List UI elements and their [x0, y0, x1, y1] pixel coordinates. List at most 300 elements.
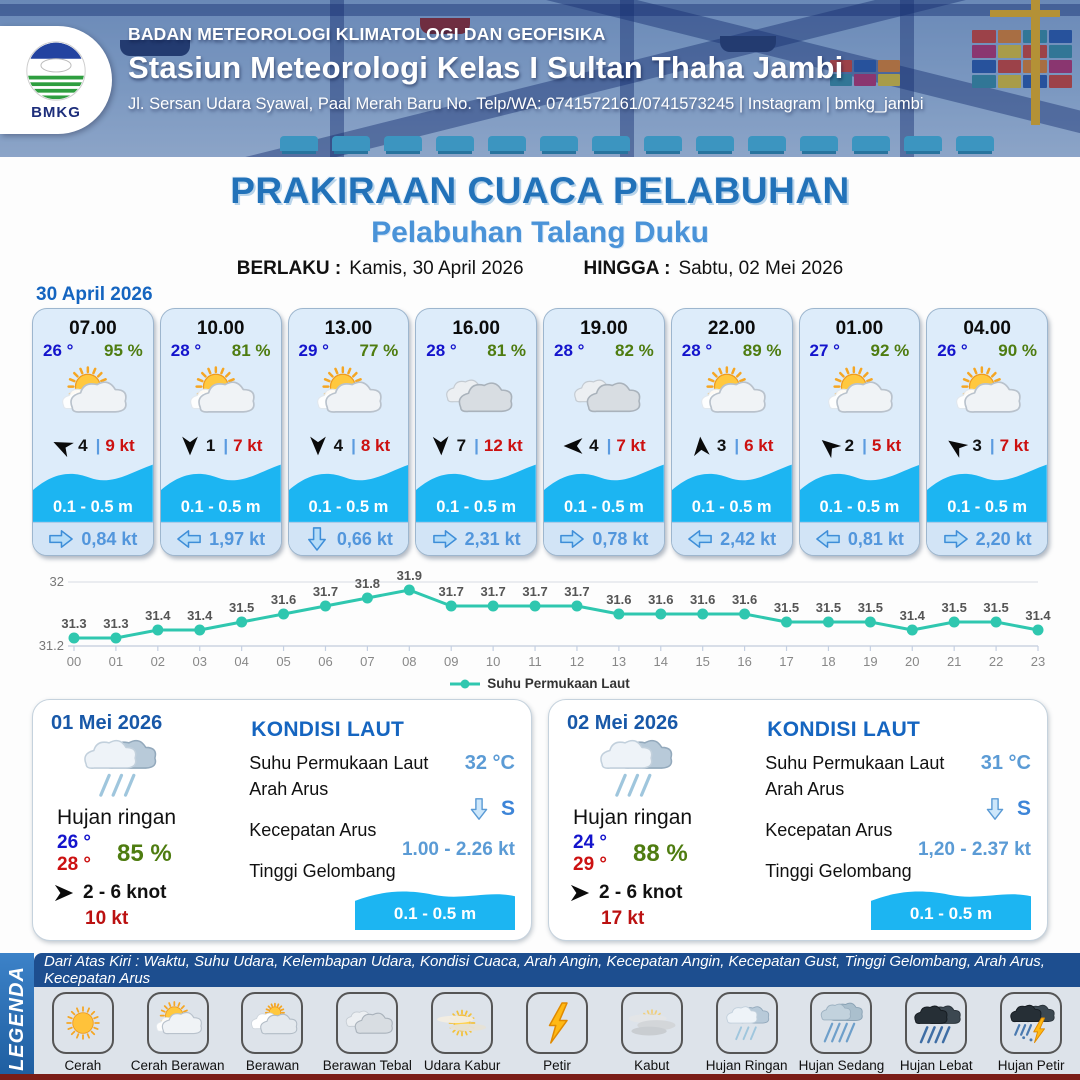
current-direction-icon	[559, 527, 585, 551]
wind-row	[544, 432, 664, 460]
forecast-time: 04.00	[963, 318, 1011, 339]
wave-band	[672, 460, 792, 522]
wave-height: 0.1 - 0.5 m	[180, 498, 261, 517]
chart-legend-marker	[450, 679, 480, 689]
svg-text:22: 22	[988, 654, 1004, 669]
humidity: 81 %	[487, 341, 526, 360]
sea-conditions-title: KONDISI LAUT	[251, 718, 405, 741]
sea-conditions	[241, 712, 515, 930]
svg-text:31.5: 31.5	[773, 600, 800, 615]
current-speed: 1,97 kt	[209, 528, 266, 549]
svg-text:18: 18	[821, 654, 836, 669]
wind-direction-icon	[562, 435, 584, 457]
air-temperature: 26 °	[937, 341, 968, 360]
wind-row	[53, 882, 241, 904]
temperature-max: 28 °	[57, 854, 92, 875]
wind-row	[569, 882, 757, 904]
chart-legend	[28, 676, 1052, 691]
legend-item	[985, 992, 1077, 1073]
sea-surface-temp-value: 31 °C	[980, 752, 1031, 774]
svg-text:20: 20	[905, 654, 920, 669]
svg-text:31.3: 31.3	[61, 616, 87, 631]
legend-main	[34, 953, 1080, 1080]
air-temperature: 28 °	[170, 341, 202, 360]
svg-text:31.6: 31.6	[648, 592, 674, 607]
svg-text:07: 07	[360, 654, 375, 669]
legend-item	[701, 992, 793, 1073]
wind-direction-icon	[307, 435, 329, 457]
svg-text:11: 11	[528, 654, 542, 669]
temp-humidity-row	[161, 340, 281, 361]
wind-speed: 9 kt	[105, 436, 135, 456]
svg-text:32: 32	[49, 574, 64, 589]
weather-icon	[927, 361, 1047, 432]
legend-item-label: Cerah Berawan	[130, 1058, 225, 1073]
wave-band	[544, 460, 664, 522]
daily-date: 02 Mei 2026	[567, 712, 679, 734]
legend-item-label: Berawan Tebal	[322, 1058, 412, 1073]
legend-item	[795, 992, 887, 1073]
wave-height-label: Tinggi Gelombang	[249, 861, 396, 881]
weather-icon	[567, 735, 757, 804]
temp-humidity-row	[800, 340, 920, 361]
header-text	[128, 24, 924, 114]
forecast-time: 19.00	[580, 318, 628, 339]
wind-speed: 7 kt	[233, 436, 263, 456]
forecast-time: 13.00	[324, 318, 373, 339]
forecast-card	[671, 308, 793, 556]
air-temperature: 26 °	[43, 341, 74, 360]
gust-speed: 10 kt	[85, 908, 129, 929]
svg-text:31.5: 31.5	[815, 600, 842, 615]
separator: |	[95, 436, 101, 456]
sea-conditions-title: KONDISI LAUT	[767, 718, 921, 741]
separator: |	[223, 436, 229, 456]
current-row	[33, 522, 153, 555]
wave-height: 0.1 - 0.5 m	[947, 498, 1028, 517]
humidity: 77 %	[359, 341, 399, 360]
current-row	[416, 522, 536, 555]
svg-text:03: 03	[192, 654, 207, 669]
wave-height-value: 0.1 - 0.5 m	[393, 904, 477, 923]
separator: |	[989, 436, 995, 456]
wave-height: 0.1 - 0.5 m	[308, 498, 389, 517]
wind-row	[800, 432, 920, 460]
forecast-date: 30 April 2026	[36, 284, 153, 305]
wave-height: 0.1 - 0.5 m	[52, 498, 133, 517]
svg-text:31.6: 31.6	[731, 592, 758, 607]
svg-text:23: 23	[1030, 654, 1046, 669]
air-temperature: 28 °	[681, 341, 713, 360]
svg-text:13: 13	[611, 654, 627, 669]
forecast-card	[543, 308, 665, 556]
sea-conditions	[757, 712, 1031, 930]
valid-from-label: BERLAKU :	[236, 258, 342, 279]
weather-icon	[336, 992, 398, 1054]
bottom-accent-strip	[0, 1074, 1080, 1080]
wind-force: 3	[716, 436, 727, 456]
sea-surface-temp-row	[249, 752, 515, 775]
current-direction-icon	[980, 797, 1010, 821]
svg-text:31.7: 31.7	[564, 584, 590, 599]
air-temperature: 28 °	[554, 341, 585, 360]
legend-item-label: Hujan Sedang	[798, 1058, 885, 1073]
wind-row	[289, 432, 409, 460]
chart-plot	[28, 562, 1052, 675]
legend-item-label: Hujan Petir	[997, 1058, 1065, 1073]
svg-text:19: 19	[863, 654, 878, 669]
current-speed: 2,20 kt	[975, 528, 1032, 549]
temp-humidity-row	[289, 340, 409, 361]
weather-icon	[241, 992, 303, 1054]
svg-text:08: 08	[402, 654, 417, 669]
temp-humidity-row	[544, 340, 664, 361]
current-speed: 0,78 kt	[592, 528, 649, 549]
daily-weather-summary	[567, 712, 757, 930]
svg-text:01: 01	[108, 654, 124, 669]
weather-icon	[672, 361, 792, 432]
svg-text:02: 02	[150, 654, 166, 669]
wind-direction-icon	[813, 431, 844, 462]
wind-speed: 7 kt	[616, 436, 646, 456]
current-speed: 0,66 kt	[336, 528, 393, 549]
legend-item	[890, 992, 982, 1073]
weather-icon	[51, 735, 241, 804]
legend-item	[416, 992, 508, 1073]
wind-force: 2	[844, 436, 855, 456]
svg-text:31.5: 31.5	[857, 600, 884, 615]
valid-until-value: Sabtu, 02 Mei 2026	[678, 258, 844, 279]
current-row	[161, 522, 281, 555]
air-temperature: 27 °	[809, 341, 840, 360]
header-banner	[0, 0, 1080, 157]
humidity: 85 %	[117, 840, 172, 867]
svg-text:31.7: 31.7	[480, 584, 506, 599]
weather-condition: Hujan ringan	[573, 806, 693, 829]
wind-speed: 6 kt	[744, 436, 774, 456]
wave-height: 0.1 - 0.5 m	[691, 498, 772, 517]
forecast-time: 01.00	[835, 318, 884, 339]
svg-text:06: 06	[318, 654, 333, 669]
forecast-time: 10.00	[196, 318, 245, 339]
legend-bar	[0, 953, 34, 1080]
forecast-card	[32, 308, 154, 556]
wind-speed: 7 kt	[999, 436, 1029, 456]
temperature-min: 26 °	[57, 832, 92, 853]
legend-item	[606, 992, 698, 1073]
weather-icon	[621, 992, 683, 1054]
svg-text:31.4: 31.4	[1025, 608, 1051, 623]
legend-item-label: Kabut	[634, 1058, 670, 1073]
daily-forecast-row	[32, 699, 1048, 941]
address-line: Jl. Sersan Udara Syawal, Paal Merah Baru No. Telp/WA: 0741572161/0741573245 | Instagram | bmkg_jambi	[128, 95, 924, 113]
current-speed: 2,31 kt	[464, 528, 521, 549]
weather-icon	[416, 361, 536, 432]
wave-height-row	[249, 861, 515, 882]
weather-icon	[147, 992, 209, 1054]
separator: |	[351, 436, 356, 456]
weather-icon	[161, 361, 281, 432]
current-direction-icon	[815, 527, 841, 551]
wind-speed: 12 kt	[483, 436, 523, 456]
current-speed-value: 1.00 - 2.26 kt	[401, 839, 515, 860]
daily-temps	[57, 832, 241, 876]
wind-force: 4	[589, 436, 599, 456]
station-name: Stasiun Meteorologi Kelas I Sultan Thaha Jambi	[128, 50, 844, 85]
sea-temperature-chart	[28, 562, 1052, 691]
current-direction-icon	[687, 527, 713, 551]
current-row	[544, 522, 664, 555]
forecast-card	[160, 308, 282, 556]
wind-direction-icon	[53, 883, 75, 903]
wave-height-row	[765, 861, 1031, 882]
legend-title: LEGENDA	[5, 965, 28, 1071]
wind-direction-icon	[941, 431, 972, 462]
weather-icon	[810, 992, 872, 1054]
forecast-card	[415, 308, 537, 556]
legend-items	[34, 987, 1080, 1080]
wind-direction-icon	[47, 432, 76, 461]
wave-height-box	[871, 884, 1031, 930]
wind-row	[33, 432, 153, 460]
wave-band	[927, 460, 1047, 522]
wind-row	[927, 432, 1047, 460]
gust-speed: 17 kt	[601, 908, 645, 929]
current-speed: 0,81 kt	[847, 528, 904, 549]
wave-height: 0.1 - 0.5 m	[563, 498, 644, 517]
svg-text:31.5: 31.5	[983, 600, 1009, 615]
forecast-time: 07.00	[69, 318, 117, 339]
bmkg-logo-icon	[24, 39, 88, 103]
separator: |	[734, 436, 740, 456]
wave-height: 0.1 - 0.5 m	[436, 498, 517, 517]
weather-icon	[289, 361, 409, 432]
wind-force: 7	[456, 436, 467, 456]
legend-item-label: Hujan Ringan	[705, 1058, 788, 1073]
svg-text:31.6: 31.6	[690, 592, 716, 607]
svg-text:31.3: 31.3	[103, 616, 129, 631]
sea-surface-temp-label: Suhu Permukaan Laut	[249, 753, 429, 773]
current-direction-icon	[48, 527, 74, 551]
current-direction-label: Arah Arus	[765, 779, 845, 799]
current-speed: 0,84 kt	[81, 528, 138, 549]
humidity: 90 %	[998, 341, 1037, 360]
current-direction-icon	[464, 797, 494, 821]
weather-icon	[431, 992, 493, 1054]
svg-text:00: 00	[66, 654, 82, 669]
wind-direction-icon	[179, 435, 201, 457]
legend-item-label: Hujan Lebat	[899, 1058, 973, 1073]
weather-icon	[33, 361, 153, 432]
daily-panel	[548, 699, 1048, 941]
svg-text:15: 15	[695, 654, 710, 669]
wave-band	[289, 460, 409, 522]
legend-item	[132, 992, 224, 1073]
forecast-time: 22.00	[707, 318, 756, 339]
wind-speed: 8 kt	[360, 436, 391, 456]
legend-section	[0, 953, 1080, 1080]
svg-text:31.4: 31.4	[899, 608, 925, 623]
wind-range: 2 - 6 knot	[599, 882, 683, 903]
current-direction-letter: S	[500, 797, 515, 820]
air-temperature: 29 °	[298, 341, 329, 360]
valid-from-value: Kamis, 30 April 2026	[349, 258, 524, 279]
svg-text:09: 09	[443, 654, 459, 669]
chart-legend-label: Suhu Permukaan Laut	[487, 676, 630, 691]
separator: |	[862, 436, 867, 456]
temperature-min: 24 °	[573, 832, 608, 853]
hourly-forecast-row	[32, 308, 1048, 556]
current-direction-icon	[305, 526, 329, 552]
legend-item	[511, 992, 603, 1073]
legend-item	[37, 992, 129, 1073]
svg-text:31.7: 31.7	[312, 584, 339, 599]
svg-text:31.7: 31.7	[438, 584, 464, 599]
wave-band	[33, 460, 153, 522]
wave-band	[161, 460, 281, 522]
svg-text:31.4: 31.4	[187, 608, 213, 623]
wave-height-box	[355, 884, 515, 930]
temp-humidity-row	[672, 340, 792, 361]
svg-text:10: 10	[485, 654, 501, 669]
current-row	[672, 522, 792, 555]
wind-force: 4	[333, 436, 344, 456]
legend-item-label: Berawan	[245, 1058, 300, 1073]
current-speed-row	[249, 820, 515, 841]
svg-text:31.6: 31.6	[606, 592, 632, 607]
humidity: 82 %	[615, 341, 654, 360]
weather-condition: Hujan ringan	[57, 806, 177, 829]
wind-direction-icon	[689, 434, 713, 458]
humidity: 81 %	[231, 341, 271, 360]
daily-date: 01 Mei 2026	[51, 712, 163, 734]
weather-icon	[52, 992, 114, 1054]
wave-height: 0.1 - 0.5 m	[819, 498, 900, 517]
bmkg-logo	[0, 26, 112, 134]
weather-icon	[544, 361, 664, 432]
wave-height-label: Tinggi Gelombang	[765, 861, 912, 881]
validity-row	[0, 258, 1080, 280]
air-temperature: 28 °	[426, 341, 457, 360]
valid-from	[237, 258, 524, 280]
svg-text:31.6: 31.6	[270, 592, 297, 607]
weather-icon	[905, 992, 967, 1054]
current-row	[800, 522, 920, 555]
wave-height-value: 0.1 - 0.5 m	[909, 904, 993, 923]
page-title: PRAKIRAAN CUACA PELABUHAN	[230, 170, 850, 211]
legend-item-label: Udara Kabur	[423, 1058, 501, 1073]
svg-text:17: 17	[779, 654, 794, 669]
current-row	[927, 522, 1047, 555]
current-speed-label: Kecepatan Arus	[249, 820, 377, 840]
legend-item	[226, 992, 318, 1073]
forecast-card	[799, 308, 921, 556]
title-block	[0, 157, 1080, 280]
separator: |	[606, 436, 612, 456]
wind-force: 1	[205, 436, 216, 456]
current-direction-icon	[176, 527, 202, 551]
svg-text:31.8: 31.8	[354, 576, 381, 591]
bmkg-logo-label: BMKG	[31, 104, 81, 121]
sea-surface-temp-row	[765, 752, 1031, 775]
weather-icon	[1000, 992, 1062, 1054]
svg-text:04: 04	[234, 654, 249, 669]
legend-description: Dari Atas Kiri : Waktu, Suhu Udara, Kelembapan Udara, Kondisi Cuaca, Arah Angin, Kecepatan Angin, Kecepatan Gust, Tinggi Gelombang, Arah Arus, Kecepatan Arus	[34, 953, 1080, 987]
wind-speed: 5 kt	[871, 436, 902, 456]
current-speed-row	[765, 820, 1031, 841]
current-speed-value: 1,20 - 2.37 kt	[917, 839, 1031, 860]
current-speed: 2,42 kt	[720, 528, 777, 549]
svg-text:12: 12	[569, 654, 585, 669]
wind-row	[416, 432, 536, 460]
weather-icon	[716, 992, 778, 1054]
humidity: 92 %	[870, 341, 910, 360]
legend-item-label: Petir	[543, 1058, 571, 1073]
humidity: 88 %	[633, 840, 688, 867]
temp-humidity-row	[33, 340, 153, 361]
svg-text:21: 21	[946, 654, 962, 669]
humidity: 95 %	[104, 341, 143, 360]
current-direction-letter: S	[1016, 797, 1031, 820]
separator: |	[474, 436, 479, 456]
current-row	[289, 522, 409, 555]
svg-text:14: 14	[653, 654, 669, 669]
daily-panel	[32, 699, 532, 941]
page-subtitle: Pelabuhan Talang Duku	[371, 216, 709, 249]
svg-text:31.7: 31.7	[522, 584, 548, 599]
humidity: 89 %	[742, 341, 782, 360]
forecast-time: 16.00	[452, 318, 500, 339]
daily-weather-summary	[51, 712, 241, 930]
sea-surface-temp-label: Suhu Permukaan Laut	[765, 753, 945, 773]
current-direction-label: Arah Arus	[249, 779, 329, 799]
svg-text:31.9: 31.9	[396, 568, 422, 583]
valid-until-label: HINGGA :	[583, 258, 671, 279]
agency-name: BADAN METEOROLOGI KLIMATOLOGI DAN GEOFISIKA	[128, 24, 606, 44]
wind-force: 4	[78, 436, 88, 456]
legend-item	[321, 992, 413, 1073]
legend-item-label: Cerah	[64, 1058, 102, 1073]
current-direction-icon	[432, 527, 458, 551]
valid-until	[584, 258, 844, 280]
sea-surface-temp-value: 32 °C	[464, 752, 515, 774]
svg-text:31.4: 31.4	[145, 608, 171, 623]
svg-text:05: 05	[276, 654, 291, 669]
temp-humidity-row	[416, 340, 536, 361]
wind-direction-icon	[569, 883, 591, 903]
wave-band	[800, 460, 920, 522]
weather-icon	[526, 992, 588, 1054]
temp-humidity-row	[927, 340, 1047, 361]
wind-force: 3	[972, 436, 982, 456]
current-direction-icon	[943, 527, 969, 551]
forecast-card	[926, 308, 1048, 556]
temperature-max: 29 °	[573, 854, 608, 875]
current-speed-label: Kecepatan Arus	[765, 820, 893, 840]
wind-row	[672, 432, 792, 460]
svg-text:31.5: 31.5	[941, 600, 967, 615]
svg-text:31.5: 31.5	[228, 600, 255, 615]
forecast-card	[288, 308, 410, 556]
wind-direction-icon	[429, 435, 452, 458]
weather-icon	[800, 361, 920, 432]
svg-text:16: 16	[737, 654, 752, 669]
daily-temps	[573, 832, 757, 876]
wind-range: 2 - 6 knot	[83, 882, 167, 903]
svg-text:31.2: 31.2	[38, 638, 64, 653]
wave-band	[416, 460, 536, 522]
wind-row	[161, 432, 281, 460]
